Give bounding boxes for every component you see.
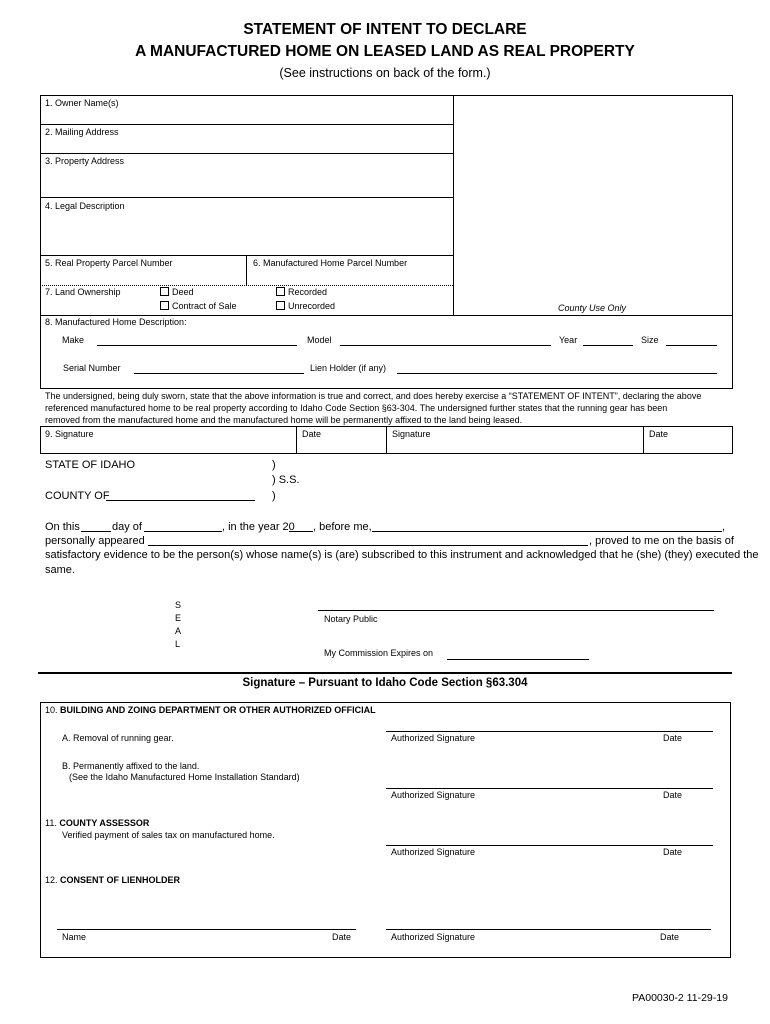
lienholder-name-label: Name xyxy=(62,932,87,942)
affixed-signature-field[interactable] xyxy=(386,788,713,789)
deed-option[interactable] xyxy=(160,287,194,298)
lienholder-date-label: Date xyxy=(332,932,352,942)
form-id: PA00030-2 11-29-19 xyxy=(632,992,728,1004)
before-me-label: , before me, xyxy=(313,521,372,533)
divider xyxy=(246,255,247,285)
section-10-title: BUILDING AND ZOING DEPARTMENT OR OTHER AUTHORIZED OFFICIAL xyxy=(60,705,376,715)
county-use-divider xyxy=(453,95,454,315)
personally-appeared-label: personally appeared xyxy=(45,535,145,547)
lienholder-name-field[interactable] xyxy=(57,929,356,930)
legal-description-label: 4. Legal Description xyxy=(45,201,125,211)
affixed-label: B. Permanently affixed to the land. xyxy=(62,761,200,771)
divider xyxy=(40,153,453,154)
unrecorded-option[interactable] xyxy=(276,301,335,312)
section-11-heading xyxy=(45,818,149,829)
state-label: STATE OF IDAHO xyxy=(45,459,136,471)
comma: , xyxy=(722,521,726,533)
notary-public-label: Notary Public xyxy=(324,614,378,624)
lien-holder-field[interactable] xyxy=(397,373,717,374)
make-field[interactable] xyxy=(97,345,297,346)
statement-line-2: referenced manufactured home to be real property according to Idaho Code Section §63-304. The undersigned further states that the running gear has been xyxy=(45,403,668,413)
county-field[interactable] xyxy=(106,500,255,501)
divider xyxy=(296,426,297,454)
ss-label: ) S.S. xyxy=(272,474,300,486)
divider xyxy=(40,197,453,198)
proved-label: , proved to me on the basis of xyxy=(589,535,734,547)
auth-signature-label: Authorized Signature xyxy=(391,790,476,800)
auth-date-label: Date xyxy=(663,847,683,857)
checkbox-icon[interactable] xyxy=(160,287,169,296)
commission-date-field[interactable] xyxy=(447,659,589,660)
county-label: COUNTY OF xyxy=(45,490,110,502)
contract-label: Contract of Sale xyxy=(172,301,237,311)
lienholder-signature-field[interactable] xyxy=(386,929,711,930)
county-use-only-label: County Use Only xyxy=(558,303,627,313)
seal-letter: A xyxy=(175,626,182,636)
model-field[interactable] xyxy=(340,345,551,346)
checkbox-icon[interactable] xyxy=(276,287,285,296)
notary-line-3: satisfactory evidence to be the person(s) whose name(s) is (are) subscribed to this instrument and acknowledged that he (she) (they) executed the xyxy=(45,549,759,561)
auth-date-label: Date xyxy=(663,733,683,743)
affixed-note: (See the Idaho Manufactured Home Installation Standard) xyxy=(69,772,300,782)
paren-3: ) xyxy=(272,490,276,502)
notary-signature-field[interactable] xyxy=(318,610,714,611)
section-10-heading xyxy=(45,705,376,716)
divider xyxy=(40,315,733,316)
auth-signature-label: Authorized Signature xyxy=(391,932,476,942)
section-11-title: COUNTY ASSESSOR xyxy=(59,818,150,828)
seal-letter: E xyxy=(175,613,182,623)
deed-label: Deed xyxy=(172,287,194,297)
section-12-number: 12. xyxy=(45,875,58,885)
day-of-label: day of xyxy=(112,521,142,533)
appeared-name-field[interactable] xyxy=(148,545,588,546)
date-2-label: Date xyxy=(649,429,669,439)
date-label: Date xyxy=(302,429,322,439)
removal-signature-field[interactable] xyxy=(386,731,713,732)
divider xyxy=(40,124,453,125)
signature-label: 9. Signature xyxy=(45,429,94,439)
divider xyxy=(643,426,644,454)
divider xyxy=(40,285,453,286)
checkbox-icon[interactable] xyxy=(160,301,169,310)
section-10-number: 10. xyxy=(45,705,58,715)
auth-date-label: Date xyxy=(660,932,680,942)
removal-label: A. Removal of running gear. xyxy=(62,733,174,743)
auth-signature-label: Authorized Signature xyxy=(391,847,476,857)
auth-signature-label: Authorized Signature xyxy=(391,733,476,743)
make-label: Make xyxy=(62,335,85,345)
serial-number-field[interactable] xyxy=(134,373,304,374)
month-field[interactable] xyxy=(144,531,222,532)
model-label: Model xyxy=(307,335,332,345)
statement-line-1: The undersigned, being duly sworn, state that the above information is true and correct, and does hereby exercise a “STATEMENT OF INTENT”, declaring the above xyxy=(45,391,702,401)
recorded-label: Recorded xyxy=(288,287,328,297)
year-suffix-field[interactable] xyxy=(289,531,313,532)
section-11-number: 11. xyxy=(45,818,57,828)
size-field[interactable] xyxy=(666,345,717,346)
year-label: Year xyxy=(559,335,578,345)
seal-letter: S xyxy=(175,600,182,610)
assessor-text: Verified payment of sales tax on manufactured home. xyxy=(62,830,275,840)
in-year-label: , in the year 20 xyxy=(222,521,295,533)
on-this-label: On this xyxy=(45,521,80,533)
signature-2-label: Signature xyxy=(392,429,431,439)
mailing-address-label: 2. Mailing Address xyxy=(45,127,119,137)
section-12-title: CONSENT OF LIENHOLDER xyxy=(60,875,181,885)
contract-option[interactable] xyxy=(160,301,237,312)
seal-letter: L xyxy=(175,639,181,649)
pursuant-title: Signature – Pursuant to Idaho Code Section §63.304 xyxy=(242,677,528,689)
auth-date-label: Date xyxy=(663,790,683,800)
form-subtitle: (See instructions on back of the form.) xyxy=(279,66,491,80)
assessor-signature-field[interactable] xyxy=(386,845,713,846)
property-address-label: 3. Property Address xyxy=(45,156,125,166)
day-field[interactable] xyxy=(81,531,111,532)
notary-name-field[interactable] xyxy=(372,531,722,532)
statement-line-3: removed from the manufactured home and the manufactured home will be permanently affixed to the land being leased. xyxy=(45,415,523,425)
recorded-option[interactable] xyxy=(276,287,327,298)
serial-number-label: Serial Number xyxy=(63,363,121,373)
mh-parcel-label: 6. Manufactured Home Parcel Number xyxy=(253,258,408,268)
unrecorded-label: Unrecorded xyxy=(288,301,336,311)
land-ownership-label: 7. Land Ownership xyxy=(45,287,121,297)
section-rule xyxy=(38,672,732,674)
title-line-1: STATEMENT OF INTENT TO DECLARE xyxy=(243,21,527,38)
paren-1: ) xyxy=(272,459,276,471)
section-12-heading xyxy=(45,875,180,886)
size-label: Size xyxy=(641,335,659,345)
commission-label: My Commission Expires on xyxy=(324,648,434,658)
checkbox-icon[interactable] xyxy=(276,301,285,310)
divider xyxy=(386,426,387,454)
lien-holder-label: Lien Holder (if any) xyxy=(310,363,387,373)
owner-names-label: 1. Owner Name(s) xyxy=(45,98,119,108)
real-parcel-label: 5. Real Property Parcel Number xyxy=(45,258,173,268)
notary-line-4: same. xyxy=(45,564,75,576)
title-line-2: A MANUFACTURED HOME ON LEASED LAND AS REAL PROPERTY xyxy=(135,43,635,60)
mh-description-label: 8. Manufactured Home Description: xyxy=(45,317,187,327)
year-field[interactable] xyxy=(583,345,633,346)
